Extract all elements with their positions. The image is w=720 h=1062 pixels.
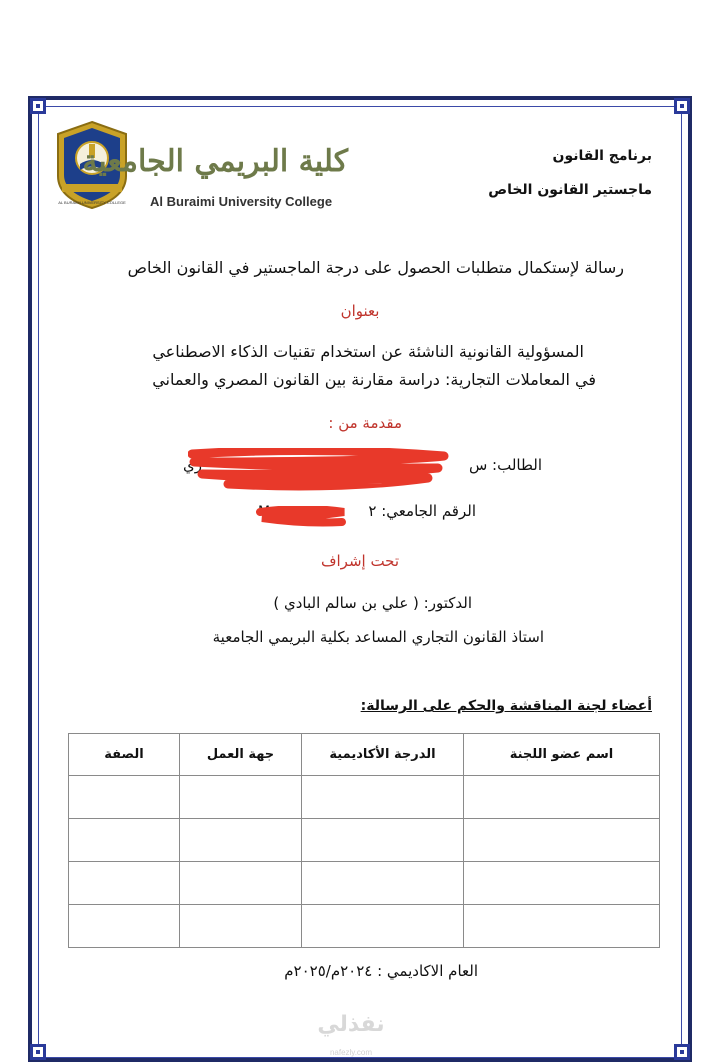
redaction-scribble xyxy=(188,448,450,492)
table-row xyxy=(69,862,660,905)
program-label: برنامج القانون xyxy=(552,148,652,164)
table-row xyxy=(69,819,660,862)
title-label: بعنوان xyxy=(340,302,380,320)
committee-heading: أعضاء لجنة المناقشة والحكم على الرسالة: xyxy=(360,698,652,714)
thesis-purpose: رسالة لإستكمال متطلبات الحصول على درجة الماجستير في القانون الخاص xyxy=(127,258,624,277)
table-cell xyxy=(180,905,302,948)
watermark-url: nafezly.com xyxy=(329,1048,373,1057)
thesis-title-line2: في المعاملات التجارية: دراسة مقارنة بين القانون المصري والعماني xyxy=(152,370,596,389)
border-corner-ornament xyxy=(674,1044,690,1060)
presented-by-label: مقدمة من : xyxy=(328,414,402,432)
table-cell xyxy=(69,776,180,819)
academic-year: العام الاكاديمي : ٢٠٢٤م/٢٠٢٥م xyxy=(284,962,478,980)
table-row xyxy=(69,905,660,948)
student-id-tail: M xyxy=(258,504,271,520)
supervision-label: تحت إشراف xyxy=(320,552,400,570)
college-name-arabic xyxy=(82,140,348,190)
table-cell xyxy=(180,862,302,905)
table-cell xyxy=(180,819,302,862)
committee-table xyxy=(68,733,660,948)
table-row xyxy=(69,776,660,819)
table-cell xyxy=(302,862,464,905)
table-cell xyxy=(302,819,464,862)
border-corner-ornament xyxy=(30,1044,46,1060)
column-header: جهة العمل xyxy=(180,734,302,776)
student-label: الطالب: س xyxy=(468,456,542,474)
table-cell xyxy=(464,862,660,905)
table-cell xyxy=(69,905,180,948)
thesis-title-line1: المسؤولية القانونية الناشئة عن استخدام تقنيات الذكاء الاصطناعي xyxy=(152,342,584,361)
watermark-logo: نفذلي xyxy=(317,1012,385,1037)
redaction-scribble xyxy=(254,506,350,528)
degree-label: ماجستير القانون الخاص xyxy=(488,182,652,198)
supervisor-name: الدكتور: ( علي بن سالم البادي ) xyxy=(273,594,472,612)
column-header: اسم عضو اللجنة xyxy=(464,734,660,776)
table-cell xyxy=(69,862,180,905)
table-cell xyxy=(464,905,660,948)
student-name-tail: ري xyxy=(183,456,202,474)
column-header: الدرجة الأكاديمية xyxy=(302,734,464,776)
student-id-label: الرقم الجامعي: ٢ xyxy=(368,502,476,520)
border-corner-ornament xyxy=(674,98,690,114)
supervisor-title: استاذ القانون التجاري المساعد بكلية البريمي الجامعية xyxy=(212,628,544,646)
column-header: الصفة xyxy=(69,734,180,776)
table-cell xyxy=(302,905,464,948)
college-name-english: Al Buraimi University College xyxy=(150,194,333,209)
table-cell xyxy=(302,776,464,819)
table-cell xyxy=(69,819,180,862)
table-header-row xyxy=(69,734,660,776)
table-cell xyxy=(464,819,660,862)
logo-badge-text: AL BURAIMI UNIVERSITY COLLEGE xyxy=(58,200,126,205)
table-cell xyxy=(180,776,302,819)
college-name-arabic-text: كلية البريمي الجامعية xyxy=(82,144,348,179)
border-corner-ornament xyxy=(30,98,46,114)
table-cell xyxy=(464,776,660,819)
